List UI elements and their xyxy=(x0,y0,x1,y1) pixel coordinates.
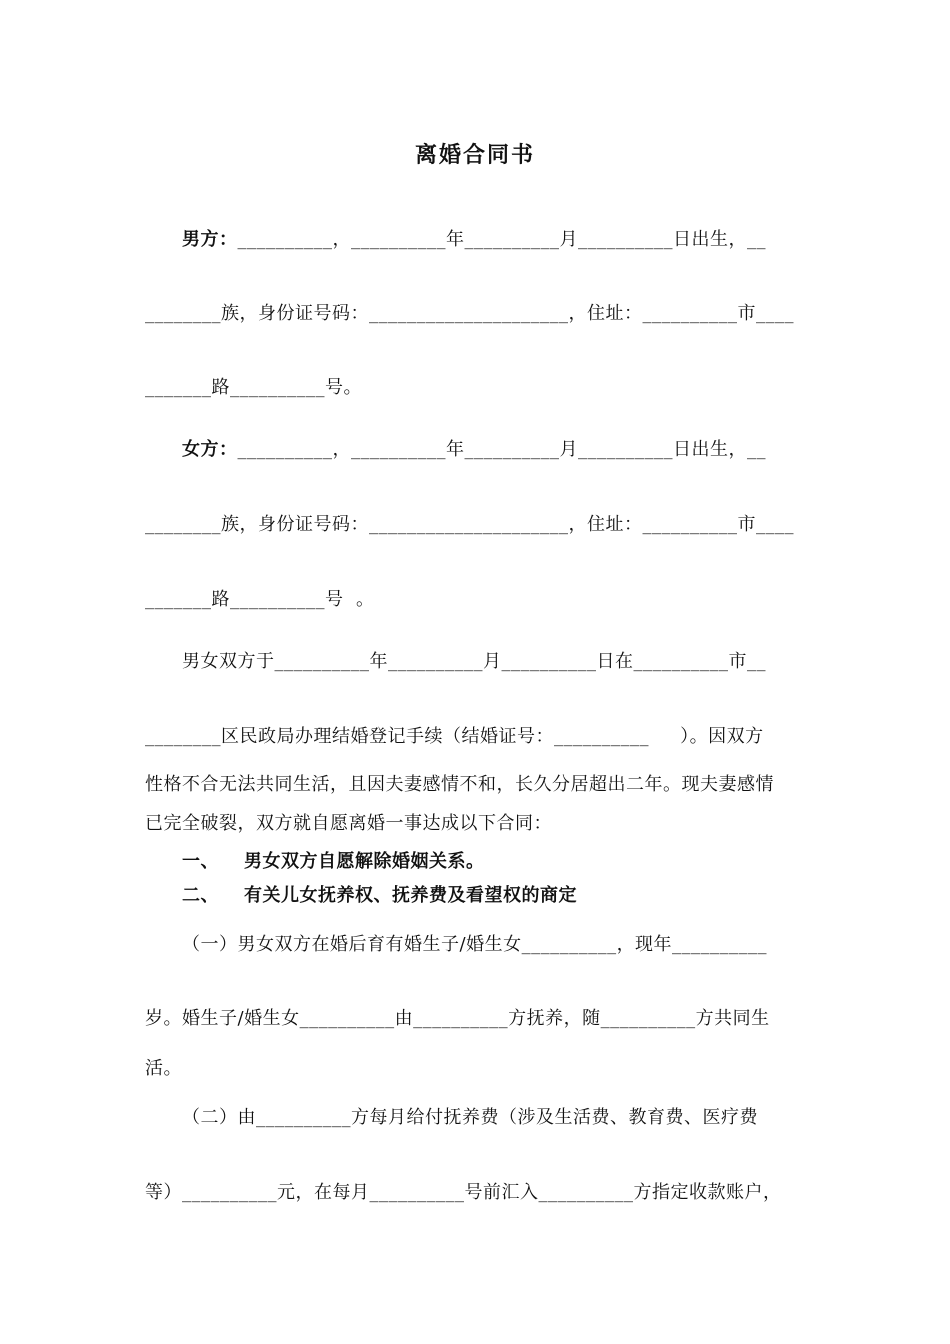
marriage-para-line-3: 性格不合无法共同生活，且因夫妻感情不和，长久分居超出二年。现夫妻感情 xyxy=(145,774,774,795)
subclause-1-line-2: 岁。婚生子/婚生女__________由__________方抚养，随__________方共同生 xyxy=(145,1008,770,1029)
clause-1-text: 男女双方自愿解除婚姻关系。 xyxy=(244,851,485,872)
clause-2 xyxy=(182,884,950,908)
marriage-para-line-2: ________区民政局办理结婚登记手续（结婚证号：__________ ）。因双方 xyxy=(145,726,764,747)
subclause-2-line-2: 等）__________元，在每月__________号前汇入__________方指定收款账户， xyxy=(145,1182,782,1203)
male-info-line-1 xyxy=(182,228,950,252)
clause-2-text: 有关儿女抚养权、抚养费及看望权的商定 xyxy=(244,885,577,906)
female-info-line-3: _______路__________号 。 xyxy=(145,589,375,610)
clause-1-number: 一、 xyxy=(182,851,219,872)
clause-2-number: 二、 xyxy=(182,885,219,906)
female-label: 女方： xyxy=(182,439,238,460)
subclause-1-line-1: （一）男女双方在婚后育有婚生子/婚生女__________，现年__________ xyxy=(182,934,768,955)
male-info-text-1: __________，__________年__________月__________日出生，__ xyxy=(237,229,766,250)
male-info-line-2: ________族，身份证号码：_____________________，住址：__________市____ xyxy=(145,303,794,324)
female-info-text-1: __________，__________年__________月__________日出生，__ xyxy=(237,439,766,460)
marriage-para-line-4: 已完全破裂，双方就自愿离婚一事达成以下合同： xyxy=(145,813,552,834)
document-title: 离婚合同书 xyxy=(414,142,535,168)
marriage-para-line-1: 男女双方于__________年__________月__________日在__________市__ xyxy=(182,651,766,672)
clause-1 xyxy=(182,850,950,874)
subclause-2-line-1: （二）由__________方每月给付抚养费（涉及生活费、教育费、医疗费 xyxy=(182,1107,758,1128)
subclause-1-line-3: 活。 xyxy=(145,1058,182,1079)
male-label: 男方： xyxy=(182,229,238,250)
male-info-line-3: _______路__________号。 xyxy=(145,377,362,398)
female-info-line-2: ________族，身份证号码：_____________________，住址：__________市____ xyxy=(145,514,794,535)
female-info-line-1 xyxy=(182,438,950,462)
